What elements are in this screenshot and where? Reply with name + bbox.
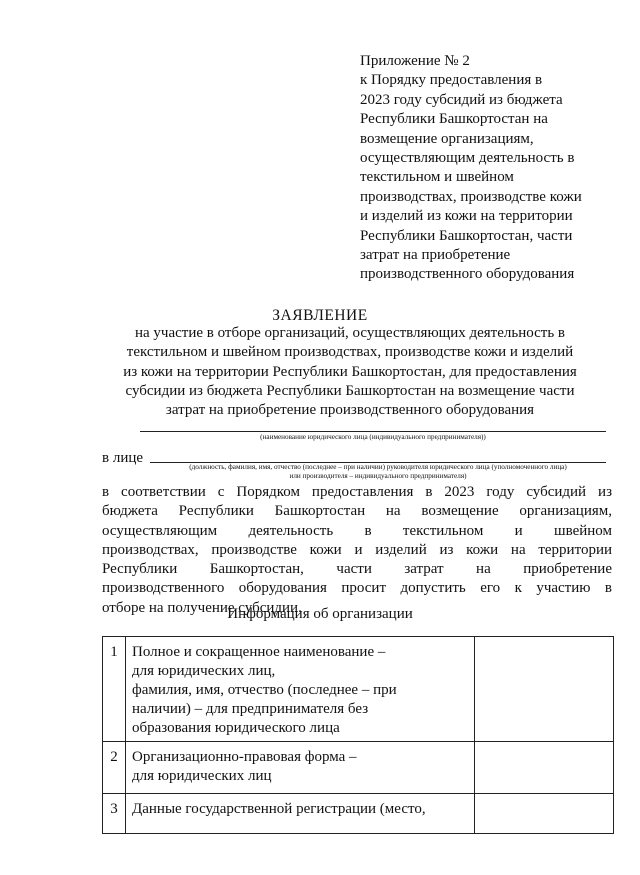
appendix-line: и изделий из кожи на территории [360,208,573,225]
org-name-field-line[interactable] [140,431,606,432]
paragraph-line: бюджета Республики Башкортостан на возмещение организациям, [102,503,612,520]
paragraph-line: в соответствии с Порядком предоставления в 2023 году субсидий из [102,484,612,500]
paragraph-line: Республики Башкортостан, части затрат на приобретение [102,561,612,578]
description-line: фамилия, имя, отчество (последнее – при [132,682,397,698]
table-row [103,637,614,742]
paragraph-line: производствах, производстве кожи и изделий из кожи на территории [102,541,612,558]
subtitle-line: субсидии из бюджета Республики Башкортостан на возмещение части [125,382,575,399]
description-line: Организационно-правовая форма – [132,749,357,765]
appendix-line: Республики Башкортостан, части [360,227,573,244]
row-description [126,637,475,742]
row-value-cell[interactable] [475,742,614,794]
in-person-label: в лице [102,450,144,466]
subtitle-line: из кожи на территории Республики Башкортостан, для предоставления [123,363,577,380]
row-description [126,742,475,794]
row-number: 1 [103,637,126,742]
paragraph-line: отборе на получение субсидии. [102,599,302,616]
row-description [126,794,475,834]
description-line: Полное и сокращенное наименование – [132,644,386,660]
subtitle-line: текстильном и швейном производствах, производстве кожи и изделий [126,344,574,361]
description-line: для юридических лиц [132,768,272,784]
row-value-cell[interactable] [475,637,614,742]
subtitle-line: на участие в отборе организаций, осуществляющих деятельность в [135,325,565,341]
request-paragraph [102,483,612,618]
description-line: Данные государственной регистрации (место, [132,801,426,817]
document-title: ЗАЯВЛЕНИЕ [272,307,368,324]
appendix-line: возмещение организациям, [360,130,534,147]
appendix-line: производственного оборудования [360,266,575,283]
info-section-title: Информация об организации [227,606,413,622]
appendix-line: производствах, производстве кожи [360,188,582,205]
paragraph-line: производственного оборудования просит допустить его к участию в [102,580,612,597]
representative-caption-line2: или производителя – индивидуального предпринимателя) [289,472,467,480]
table-row [103,742,614,794]
subtitle-line: затрат на приобретение производственного оборудования [165,402,535,419]
row-value-cell[interactable] [475,794,614,834]
row-number: 2 [103,742,126,794]
appendix-line: Приложение № 2 [360,53,470,69]
table-row [103,794,614,834]
appendix-line: 2023 году субсидий из бюджета [360,91,563,108]
representative-caption-line1: (должность, фамилия, имя, отчество (последнее – при наличии) руководителя юридического лица (уполномоченного лица) [189,463,567,471]
org-name-caption: (наименование юридического лица (индивидуального предпринимателя)) [260,433,486,441]
organization-info-table [102,636,614,834]
paragraph-line: осуществляющим деятельность в текстильном и швейном [102,522,612,539]
row-number: 3 [103,794,126,834]
description-line: образования юридического лица [132,720,340,736]
description-line: наличии) – для предпринимателя без [132,701,369,717]
description-line: для юридических лиц, [132,663,276,679]
document-subtitle [80,324,620,420]
appendix-line: затрат на приобретение [360,247,511,264]
appendix-block [360,52,628,285]
appendix-line: текстильном и швейном [360,169,514,186]
appendix-line: Республики Башкортостан на [360,111,548,128]
appendix-line: к Порядку предоставления в [360,72,543,89]
appendix-line: осуществляющим деятельность в [360,150,575,167]
